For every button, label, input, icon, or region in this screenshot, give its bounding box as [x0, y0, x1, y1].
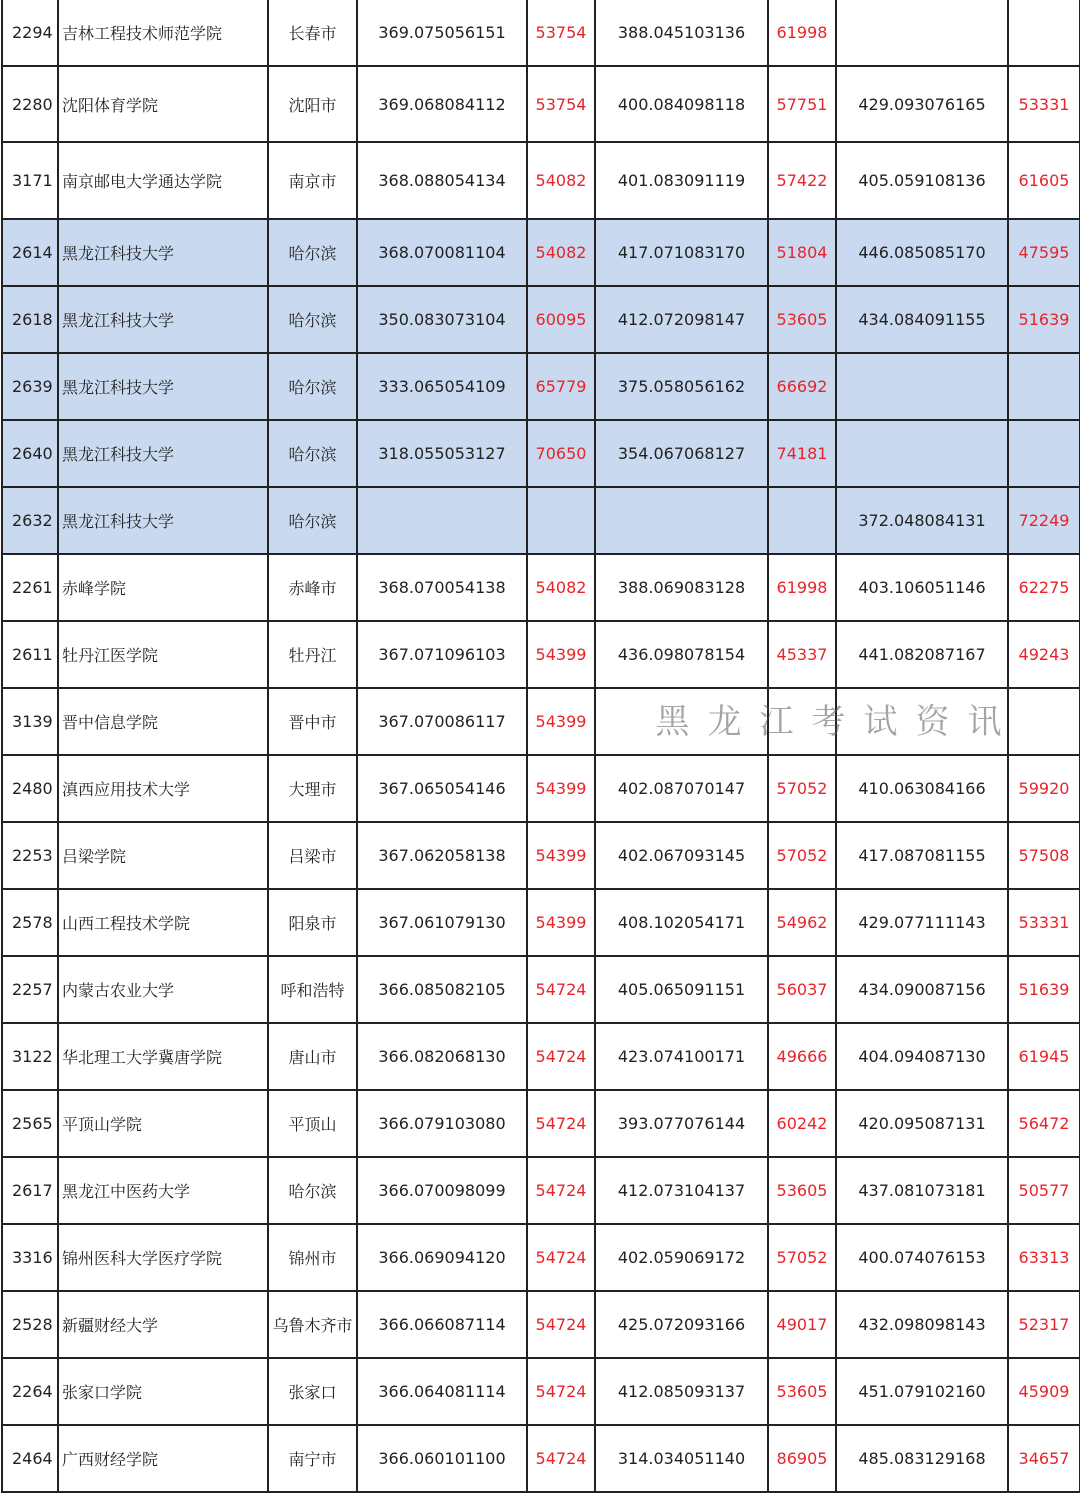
rank-1-cell: 54399 [527, 822, 595, 889]
school-name-cell: 山西工程技术学院 [58, 889, 268, 956]
score-1-cell: 367.070086117 [357, 688, 527, 755]
school-code-cell: 2528 [2, 1291, 58, 1358]
rank-1-cell: 54724 [527, 1358, 595, 1425]
school-code-cell: 3316 [2, 1224, 58, 1291]
rank-1-cell: 54724 [527, 956, 595, 1023]
score-2-cell: 402.059069172 [595, 1224, 768, 1291]
school-code-cell: 2632 [2, 487, 58, 554]
school-name-cell: 黑龙江科技大学 [58, 353, 268, 420]
rank-2-cell: 49017 [768, 1291, 836, 1358]
score-2-cell: 375.058056162 [595, 353, 768, 420]
city-cell: 呼和浩特 [268, 956, 357, 1023]
rank-3-cell: 53331 [1008, 889, 1080, 956]
city-cell: 沈阳市 [268, 66, 357, 142]
school-code-cell: 3139 [2, 688, 58, 755]
score-2-cell: 408.102054171 [595, 889, 768, 956]
table-row [2, 621, 1080, 688]
rank-2-cell: 57422 [768, 142, 836, 219]
city-cell: 吕梁市 [268, 822, 357, 889]
rank-3-cell: 57508 [1008, 822, 1080, 889]
table-row [2, 219, 1080, 286]
score-2-cell: 402.087070147 [595, 755, 768, 822]
rank-3-cell: 53331 [1008, 66, 1080, 142]
rank-3-cell: 51639 [1008, 956, 1080, 1023]
city-cell: 大理市 [268, 755, 357, 822]
school-code-cell: 2261 [2, 554, 58, 621]
table-row [2, 66, 1080, 142]
city-cell: 哈尔滨 [268, 353, 357, 420]
rank-3-cell: 34657 [1008, 1425, 1080, 1492]
score-3-cell: 403.106051146 [836, 554, 1008, 621]
score-1-cell: 366.066087114 [357, 1291, 527, 1358]
school-code-cell: 2614 [2, 219, 58, 286]
rank-3-cell: 49243 [1008, 621, 1080, 688]
rank-1-cell: 54399 [527, 755, 595, 822]
score-1-cell: 333.065054109 [357, 353, 527, 420]
score-3-cell: 437.081073181 [836, 1157, 1008, 1224]
city-cell: 阳泉市 [268, 889, 357, 956]
rank-2-cell: 61998 [768, 554, 836, 621]
school-code-cell: 2253 [2, 822, 58, 889]
rank-1-cell: 54724 [527, 1023, 595, 1090]
city-cell: 张家口 [268, 1358, 357, 1425]
table-row [2, 420, 1080, 487]
rank-2-cell: 57052 [768, 1224, 836, 1291]
rank-1-cell: 54724 [527, 1291, 595, 1358]
school-name-cell: 吕梁学院 [58, 822, 268, 889]
score-1-cell: 366.064081114 [357, 1358, 527, 1425]
school-name-cell: 内蒙古农业大学 [58, 956, 268, 1023]
score-2-cell: 388.045103136 [595, 0, 768, 66]
score-1-cell: 368.088054134 [357, 142, 527, 219]
table-row [2, 286, 1080, 353]
rank-2-cell: 57052 [768, 755, 836, 822]
score-1-cell: 366.069094120 [357, 1224, 527, 1291]
school-code-cell: 2617 [2, 1157, 58, 1224]
school-code-cell: 2480 [2, 755, 58, 822]
score-1-cell: 366.070098099 [357, 1157, 527, 1224]
score-3-cell [836, 688, 1008, 755]
city-cell: 哈尔滨 [268, 286, 357, 353]
score-1-cell: 366.079103080 [357, 1090, 527, 1157]
rank-3-cell: 50577 [1008, 1157, 1080, 1224]
score-3-cell: 404.094087130 [836, 1023, 1008, 1090]
city-cell: 锦州市 [268, 1224, 357, 1291]
score-1-cell: 366.085082105 [357, 956, 527, 1023]
school-name-cell: 赤峰学院 [58, 554, 268, 621]
score-3-cell: 405.059108136 [836, 142, 1008, 219]
school-name-cell: 沈阳体育学院 [58, 66, 268, 142]
rank-3-cell: 56472 [1008, 1090, 1080, 1157]
school-code-cell: 2640 [2, 420, 58, 487]
score-2-cell: 401.083091119 [595, 142, 768, 219]
score-1-cell: 367.071096103 [357, 621, 527, 688]
score-2-cell: 400.084098118 [595, 66, 768, 142]
school-name-cell: 新疆财经大学 [58, 1291, 268, 1358]
score-3-cell: 485.083129168 [836, 1425, 1008, 1492]
city-cell: 平顶山 [268, 1090, 357, 1157]
table-row [2, 1358, 1080, 1425]
school-code-cell: 2264 [2, 1358, 58, 1425]
rank-1-cell: 54399 [527, 889, 595, 956]
score-3-cell: 400.074076153 [836, 1224, 1008, 1291]
city-cell: 长春市 [268, 0, 357, 66]
score-1-cell: 318.055053127 [357, 420, 527, 487]
school-code-cell: 2257 [2, 956, 58, 1023]
rank-2-cell: 49666 [768, 1023, 836, 1090]
rank-2-cell: 66692 [768, 353, 836, 420]
rank-1-cell: 65779 [527, 353, 595, 420]
table-row [2, 1023, 1080, 1090]
rank-1-cell: 54082 [527, 219, 595, 286]
score-3-cell: 417.087081155 [836, 822, 1008, 889]
score-3-cell: 420.095087131 [836, 1090, 1008, 1157]
rank-2-cell: 61998 [768, 0, 836, 66]
score-2-cell: 412.072098147 [595, 286, 768, 353]
rank-3-cell: 51639 [1008, 286, 1080, 353]
score-2-cell: 436.098078154 [595, 621, 768, 688]
school-name-cell: 锦州医科大学医疗学院 [58, 1224, 268, 1291]
rank-2-cell: 54962 [768, 889, 836, 956]
school-name-cell: 南京邮电大学通达学院 [58, 142, 268, 219]
score-1-cell: 369.075056151 [357, 0, 527, 66]
rank-3-cell: 61605 [1008, 142, 1080, 219]
school-name-cell: 黑龙江科技大学 [58, 286, 268, 353]
rank-1-cell [527, 487, 595, 554]
score-3-cell: 446.085085170 [836, 219, 1008, 286]
table-row [2, 822, 1080, 889]
school-name-cell: 平顶山学院 [58, 1090, 268, 1157]
school-code-cell: 2280 [2, 66, 58, 142]
table-row [2, 1090, 1080, 1157]
score-3-cell: 429.077111143 [836, 889, 1008, 956]
rank-2-cell: 57052 [768, 822, 836, 889]
school-code-cell: 2464 [2, 1425, 58, 1492]
rank-3-cell [1008, 353, 1080, 420]
score-3-cell: 429.093076165 [836, 66, 1008, 142]
rank-3-cell: 61945 [1008, 1023, 1080, 1090]
table-row [2, 688, 1080, 755]
score-1-cell: 367.065054146 [357, 755, 527, 822]
score-1-cell: 369.068084112 [357, 66, 527, 142]
school-code-cell: 2639 [2, 353, 58, 420]
rank-2-cell: 86905 [768, 1425, 836, 1492]
rank-3-cell [1008, 420, 1080, 487]
city-cell: 乌鲁木齐市 [268, 1291, 357, 1358]
table-row [2, 142, 1080, 219]
table-row [2, 0, 1080, 66]
score-3-cell: 451.079102160 [836, 1358, 1008, 1425]
rank-2-cell: 53605 [768, 1358, 836, 1425]
school-name-cell: 黑龙江中医药大学 [58, 1157, 268, 1224]
table-row [2, 956, 1080, 1023]
school-name-cell: 黑龙江科技大学 [58, 219, 268, 286]
rank-1-cell: 54724 [527, 1425, 595, 1492]
rank-1-cell: 70650 [527, 420, 595, 487]
score-2-cell: 423.074100171 [595, 1023, 768, 1090]
rank-2-cell: 56037 [768, 956, 836, 1023]
city-cell: 赤峰市 [268, 554, 357, 621]
rank-1-cell: 54724 [527, 1090, 595, 1157]
rank-1-cell: 54399 [527, 621, 595, 688]
table-row [2, 1291, 1080, 1358]
city-cell: 唐山市 [268, 1023, 357, 1090]
rank-1-cell: 53754 [527, 0, 595, 66]
score-3-cell [836, 420, 1008, 487]
score-2-cell: 412.073104137 [595, 1157, 768, 1224]
score-2-cell: 388.069083128 [595, 554, 768, 621]
rank-2-cell: 53605 [768, 286, 836, 353]
rank-3-cell: 59920 [1008, 755, 1080, 822]
watermark: 黑龙江考试资讯 [655, 701, 1020, 742]
rank-3-cell: 45909 [1008, 1358, 1080, 1425]
rank-3-cell: 72249 [1008, 487, 1080, 554]
score-2-cell: 402.067093145 [595, 822, 768, 889]
rank-2-cell: 57751 [768, 66, 836, 142]
table-row [2, 1157, 1080, 1224]
school-code-cell: 2611 [2, 621, 58, 688]
table-row [2, 755, 1080, 822]
rank-3-cell: 52317 [1008, 1291, 1080, 1358]
score-3-cell [836, 353, 1008, 420]
rank-2-cell [768, 688, 836, 755]
rank-2-cell: 53605 [768, 1157, 836, 1224]
table-row [2, 1425, 1080, 1492]
table-row [2, 889, 1080, 956]
score-3-cell: 410.063084166 [836, 755, 1008, 822]
city-cell: 牡丹江 [268, 621, 357, 688]
score-2-cell: 405.065091151 [595, 956, 768, 1023]
city-cell: 哈尔滨 [268, 420, 357, 487]
score-3-cell: 372.048084131 [836, 487, 1008, 554]
rank-1-cell: 54082 [527, 554, 595, 621]
rank-3-cell [1008, 0, 1080, 66]
school-code-cell: 2618 [2, 286, 58, 353]
score-1-cell: 368.070081104 [357, 219, 527, 286]
table-row [2, 487, 1080, 554]
rank-3-cell: 47595 [1008, 219, 1080, 286]
school-code-cell: 2565 [2, 1090, 58, 1157]
score-1-cell: 366.082068130 [357, 1023, 527, 1090]
score-2-cell: 412.085093137 [595, 1358, 768, 1425]
rank-1-cell: 53754 [527, 66, 595, 142]
city-cell: 哈尔滨 [268, 1157, 357, 1224]
school-name-cell: 牡丹江医学院 [58, 621, 268, 688]
score-1-cell: 367.062058138 [357, 822, 527, 889]
rank-2-cell: 51804 [768, 219, 836, 286]
score-2-cell: 417.071083170 [595, 219, 768, 286]
score-2-cell [595, 688, 768, 755]
rank-3-cell: 63313 [1008, 1224, 1080, 1291]
table-row [2, 353, 1080, 420]
score-1-cell: 367.061079130 [357, 889, 527, 956]
school-name-cell: 张家口学院 [58, 1358, 268, 1425]
school-code-cell: 3171 [2, 142, 58, 219]
school-name-cell: 黑龙江科技大学 [58, 420, 268, 487]
city-cell: 南京市 [268, 142, 357, 219]
school-name-cell: 华北理工大学冀唐学院 [58, 1023, 268, 1090]
rank-1-cell: 54724 [527, 1224, 595, 1291]
table-row [2, 554, 1080, 621]
school-name-cell: 吉林工程技术师范学院 [58, 0, 268, 66]
score-3-cell: 434.084091155 [836, 286, 1008, 353]
score-2-cell: 354.067068127 [595, 420, 768, 487]
score-3-cell: 434.090087156 [836, 956, 1008, 1023]
school-name-cell: 晋中信息学院 [58, 688, 268, 755]
school-name-cell: 广西财经学院 [58, 1425, 268, 1492]
rank-2-cell: 74181 [768, 420, 836, 487]
school-code-cell: 3122 [2, 1023, 58, 1090]
rank-1-cell: 54082 [527, 142, 595, 219]
city-cell: 哈尔滨 [268, 487, 357, 554]
score-2-cell: 314.034051140 [595, 1425, 768, 1492]
city-cell: 南宁市 [268, 1425, 357, 1492]
score-2-cell: 393.077076144 [595, 1090, 768, 1157]
score-3-cell: 432.098098143 [836, 1291, 1008, 1358]
school-name-cell: 黑龙江科技大学 [58, 487, 268, 554]
rank-2-cell [768, 487, 836, 554]
score-2-cell [595, 487, 768, 554]
rank-3-cell: 62275 [1008, 554, 1080, 621]
score-3-cell [836, 0, 1008, 66]
rank-1-cell: 54724 [527, 1157, 595, 1224]
score-1-cell: 350.083073104 [357, 286, 527, 353]
rank-3-cell [1008, 688, 1080, 755]
rank-1-cell: 60095 [527, 286, 595, 353]
score-1-cell [357, 487, 527, 554]
table-row [2, 1224, 1080, 1291]
score-1-cell: 368.070054138 [357, 554, 527, 621]
score-1-cell: 366.060101100 [357, 1425, 527, 1492]
rank-2-cell: 60242 [768, 1090, 836, 1157]
city-cell: 哈尔滨 [268, 219, 357, 286]
score-3-cell: 441.082087167 [836, 621, 1008, 688]
school-name-cell: 滇西应用技术大学 [58, 755, 268, 822]
school-code-cell: 2294 [2, 0, 58, 66]
admission-score-table [1, 0, 1080, 1493]
score-2-cell: 425.072093166 [595, 1291, 768, 1358]
city-cell: 晋中市 [268, 688, 357, 755]
rank-1-cell: 54399 [527, 688, 595, 755]
rank-2-cell: 45337 [768, 621, 836, 688]
school-code-cell: 2578 [2, 889, 58, 956]
